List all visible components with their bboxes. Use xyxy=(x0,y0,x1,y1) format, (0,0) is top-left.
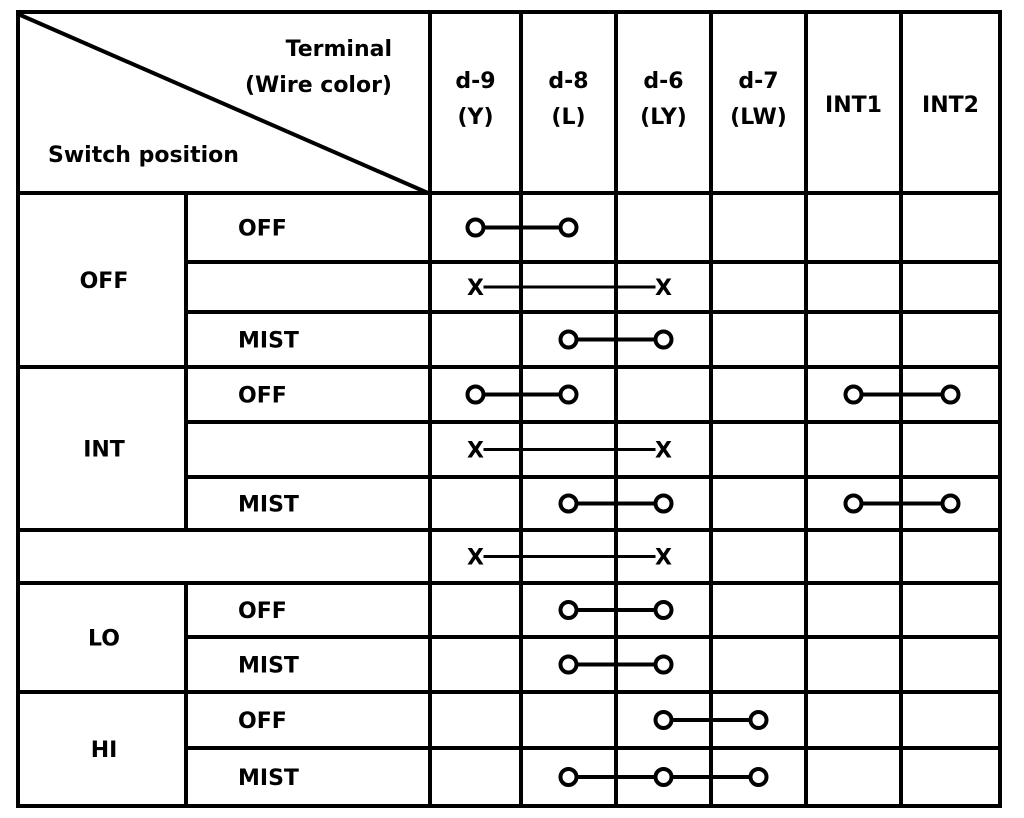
switch-position-labels xyxy=(80,217,299,792)
terminal-node xyxy=(656,769,672,785)
x-mark: X xyxy=(467,276,484,301)
terminal-wire-color-2: (LY) xyxy=(640,105,687,130)
terminal-id-4: INT1 xyxy=(825,93,882,118)
sub-position-mist: MIST xyxy=(238,653,299,679)
continuity-link-o xyxy=(561,769,767,785)
sub-position-off: OFF xyxy=(238,599,287,624)
terminal-node xyxy=(656,496,672,512)
terminal-node xyxy=(561,220,577,236)
terminal-node xyxy=(656,657,672,673)
terminal-node xyxy=(943,387,959,403)
header-wire-color-label: (Wire color) xyxy=(244,73,392,98)
terminal-node xyxy=(561,387,577,403)
terminal-node xyxy=(656,602,672,618)
table-header xyxy=(18,14,428,193)
terminal-node xyxy=(561,769,577,785)
continuity-link-x xyxy=(467,276,672,301)
terminal-node xyxy=(468,220,484,236)
x-mark: X xyxy=(655,276,672,301)
terminal-node xyxy=(846,387,862,403)
terminal-node xyxy=(561,496,577,512)
terminal-id-3: d-7 xyxy=(738,69,779,94)
terminal-node xyxy=(561,657,577,673)
switch-position-lo: LO xyxy=(88,626,120,652)
x-mark: X xyxy=(467,545,484,571)
x-mark: X xyxy=(655,545,672,571)
terminal-node xyxy=(846,496,862,512)
terminal-id-5: INT2 xyxy=(922,93,979,118)
terminal-id-2: d-6 xyxy=(643,69,684,94)
sub-position-mist: MIST xyxy=(238,492,299,518)
terminal-id-0: d-9 xyxy=(455,69,496,94)
table-grid xyxy=(18,12,1000,806)
table-border xyxy=(18,12,1000,806)
terminal-node xyxy=(561,602,577,618)
terminal-node xyxy=(561,332,577,348)
sub-position-mist: MIST xyxy=(238,328,299,354)
sub-position-off: OFF xyxy=(238,709,287,734)
switch-position-int: INT xyxy=(83,437,125,463)
terminal-node xyxy=(943,496,959,512)
switch-position-hi: HI xyxy=(90,738,118,763)
header-terminal-label: Terminal xyxy=(285,37,392,62)
continuity-link-x xyxy=(467,546,672,571)
terminal-node xyxy=(751,769,767,785)
header-switch-position-label: Switch position xyxy=(48,143,239,168)
terminal-node xyxy=(751,712,767,728)
terminal-node xyxy=(468,387,484,403)
terminal-wire-color-3: (LW) xyxy=(730,105,787,130)
x-mark: X xyxy=(655,438,672,464)
terminal-node xyxy=(656,712,672,728)
switch-position-off: OFF xyxy=(79,269,129,294)
x-mark: X xyxy=(467,438,484,464)
sub-position-mist: MIST xyxy=(238,766,299,791)
continuity-link-x xyxy=(467,439,672,464)
terminal-wire-color-1: (L) xyxy=(551,105,586,130)
terminal-node xyxy=(656,332,672,348)
sub-position-off: OFF xyxy=(238,383,287,409)
terminal-id-1: d-8 xyxy=(548,69,589,94)
terminal-wire-color-0: (Y) xyxy=(457,105,494,130)
sub-position-off: OFF xyxy=(238,216,287,242)
